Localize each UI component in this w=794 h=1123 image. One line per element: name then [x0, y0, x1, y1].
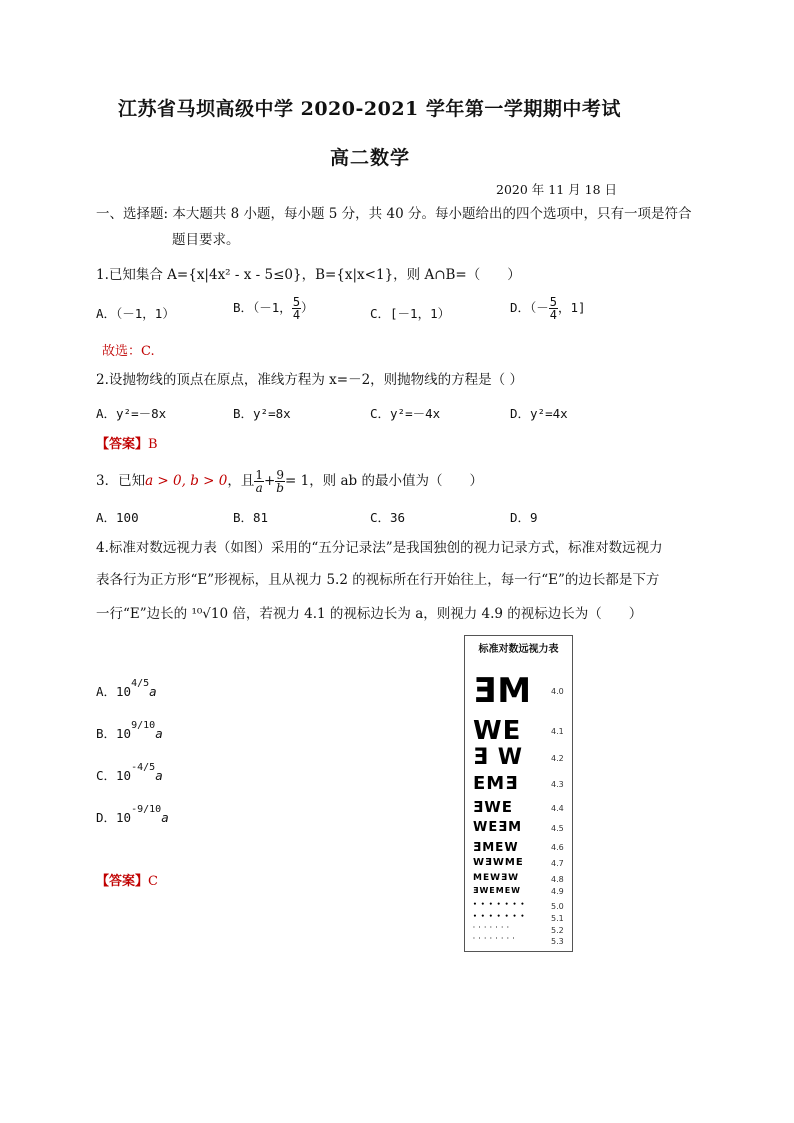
- q4-stem-line1: 4.标准对数远视力表（如图）采用的“五分记录法”是我国独创的视力记录方式，标准对数远视力: [96, 540, 663, 556]
- eye-chart-figure: [464, 635, 573, 952]
- q4-option-d: [96, 804, 169, 826]
- e-optotype-marks: · · · · · · ·: [473, 925, 510, 931]
- fraction-numerator: 1: [255, 468, 263, 482]
- e-optotype-marks: • • • • • • •: [473, 901, 526, 908]
- q3-stem-mid: ，且: [227, 473, 255, 489]
- eye-chart-row: [465, 821, 572, 835]
- q2-answer: [96, 433, 158, 452]
- q1-stem: 1.已知集合 A={x|4x² - x - 5≤0}，B={x|x<1}，则 A∩B=（ ）: [96, 267, 521, 283]
- eye-chart-row: [465, 800, 572, 814]
- eye-chart-row: [465, 671, 572, 711]
- fraction-denominator: 4: [292, 308, 301, 322]
- answer-tag: 【答案】: [96, 874, 149, 889]
- answer-tag: 【答案】: [96, 437, 149, 452]
- q1-option-d-suffix: ，1]: [558, 300, 586, 315]
- section-heading-line1: 一、选择题: 本大题共 8 小题，每小题 5 分，共 40 分。每小题给出的四个选项中，只有一项是符合: [96, 206, 692, 222]
- power-exponent: -4/5: [131, 762, 156, 773]
- power-base: 10: [116, 726, 132, 741]
- e-optotype-marks: ƎM: [473, 671, 533, 711]
- acuity-value-label: 4.8: [551, 874, 564, 884]
- option-label: D．: [96, 810, 117, 825]
- option-label: A．: [96, 684, 117, 699]
- acuity-value-label: 4.1: [551, 727, 564, 736]
- e-optotype-marks: EMƎ: [473, 773, 519, 794]
- q4-stem-line3: 一行“E”边长的 ¹⁰√10 倍，若视力 4.1 的视标边长为 a，则视力 4.9 的视标边长为（ ）: [96, 606, 643, 622]
- exam-subtitle: 高二数学: [330, 147, 411, 169]
- variable-a: a: [149, 684, 157, 699]
- acuity-value-label: 4.6: [551, 843, 564, 852]
- eye-chart-row: [465, 887, 572, 901]
- power-base: 10: [116, 810, 132, 825]
- power-exponent: -9/10: [131, 804, 162, 815]
- acuity-value-label: 4.9: [551, 887, 564, 896]
- acuity-value-label: 4.0: [551, 687, 564, 696]
- eye-chart-title: 标准对数远视力表: [478, 644, 559, 655]
- fraction-numerator: 5: [549, 295, 558, 309]
- exam-date: 2020 年 11 月 18 日: [496, 182, 617, 197]
- q4-stem-line2: 表各行为正方形“E”形视标，且从视力 5.2 的视标所在行开始往上，每一行“E”的边长都是下方: [96, 572, 660, 588]
- q1-option-d-fraction: [549, 296, 558, 321]
- e-optotype-marks: ƎMEW: [473, 840, 519, 854]
- q2-option-d: D．y²=4x: [510, 406, 568, 421]
- q1-option-c: C．[－1，1）: [370, 306, 451, 321]
- e-optotype-marks: · · · · · · · ·: [473, 936, 516, 942]
- e-optotype-marks: • • • • • • •: [473, 913, 526, 920]
- acuity-value-label: 5.2: [551, 926, 564, 935]
- q2-option-b: B．y²=8x: [233, 406, 291, 421]
- q1-option-d-prefix: D．（－: [510, 300, 549, 315]
- power-base: 10: [116, 768, 132, 783]
- acuity-value-label: 4.2: [551, 754, 564, 763]
- q2-option-c: C．y²=－4x: [370, 406, 441, 421]
- q3-fraction-1: [254, 469, 264, 494]
- q3-option-d: D．9: [510, 510, 538, 525]
- power-base: 10: [116, 684, 132, 699]
- variable-a: a: [161, 810, 169, 825]
- answer-value: C: [148, 874, 158, 889]
- q1-option-b-suffix: ）: [301, 300, 314, 315]
- eye-chart-row: [465, 937, 572, 951]
- q3-stem-prefix: 3．已知: [96, 473, 146, 489]
- acuity-value-label: 5.1: [551, 914, 564, 923]
- e-optotype-marks: Ǝ W: [473, 745, 523, 770]
- q3-stem-suffix: ，则 ab 的最小值为（ ）: [309, 473, 483, 489]
- acuity-value-label: 4.3: [551, 780, 564, 789]
- q3-stem: [96, 463, 483, 499]
- eye-chart-row: [465, 773, 572, 794]
- q3-option-a: A．100: [96, 510, 139, 525]
- q1-option-b: [233, 296, 314, 321]
- eye-chart-row: [465, 716, 572, 746]
- e-optotype-marks: ƎWEMEW: [473, 886, 522, 895]
- e-optotype-marks: WƎWME: [473, 857, 524, 868]
- variable-a: a: [155, 768, 163, 783]
- q4-option-a: [96, 678, 157, 700]
- variable-a: a: [155, 726, 163, 741]
- q3-condition: a > 0, b > 0: [145, 473, 228, 489]
- q3-option-b: B．81: [233, 510, 269, 525]
- e-optotype-marks: MEWƎW: [473, 873, 520, 883]
- fraction-numerator: 5: [292, 295, 301, 309]
- q1-option-d: [510, 296, 586, 321]
- acuity-value-label: 4.4: [551, 803, 564, 813]
- acuity-value-label: 4.7: [551, 859, 564, 868]
- eye-chart-row: [465, 858, 572, 872]
- e-optotype-marks: ƎWE: [473, 798, 514, 816]
- q4-answer: [96, 870, 158, 889]
- q1-answer: 故选：C.: [102, 344, 155, 359]
- q1-option-a: A．（－1，1）: [96, 306, 175, 321]
- q2-option-a: A．y²=－8x: [96, 406, 167, 421]
- section-heading-line2: 题目要求。: [172, 232, 240, 248]
- acuity-value-label: 5.3: [551, 937, 564, 946]
- fraction-numerator: 9: [276, 468, 284, 482]
- exam-title: 江苏省马坝高级中学 2020-2021 学年第一学期期中考试: [118, 98, 621, 120]
- option-label: B．: [96, 726, 117, 741]
- eye-chart-row: [465, 841, 572, 855]
- answer-value: B: [148, 437, 158, 452]
- power-exponent: 4/5: [131, 678, 150, 689]
- acuity-value-label: 5.0: [551, 902, 564, 911]
- option-label: C．: [96, 768, 117, 783]
- q2-stem: 2.设抛物线的顶点在原点，准线方程为 x=－2，则抛物线的方程是（ ）: [96, 372, 523, 388]
- fraction-denominator: a: [255, 481, 263, 495]
- q3-fraction-2: [275, 469, 285, 494]
- q1-option-b-prefix: B．（－1，: [233, 300, 292, 315]
- eye-chart-row: [465, 745, 572, 770]
- equals-one: = 1: [284, 473, 310, 489]
- plus-sign: +: [263, 473, 276, 489]
- q1-option-b-fraction: [292, 296, 301, 321]
- q4-option-c: [96, 762, 163, 784]
- fraction-denominator: 4: [549, 308, 558, 322]
- e-optotype-marks: WE: [473, 716, 522, 746]
- power-exponent: 9/10: [131, 720, 156, 731]
- fraction-denominator: b: [276, 481, 284, 495]
- q4-option-b: [96, 720, 163, 742]
- q3-option-c: C．36: [370, 510, 406, 525]
- acuity-value-label: 4.5: [551, 823, 564, 833]
- e-optotype-marks: WEƎM: [473, 820, 523, 835]
